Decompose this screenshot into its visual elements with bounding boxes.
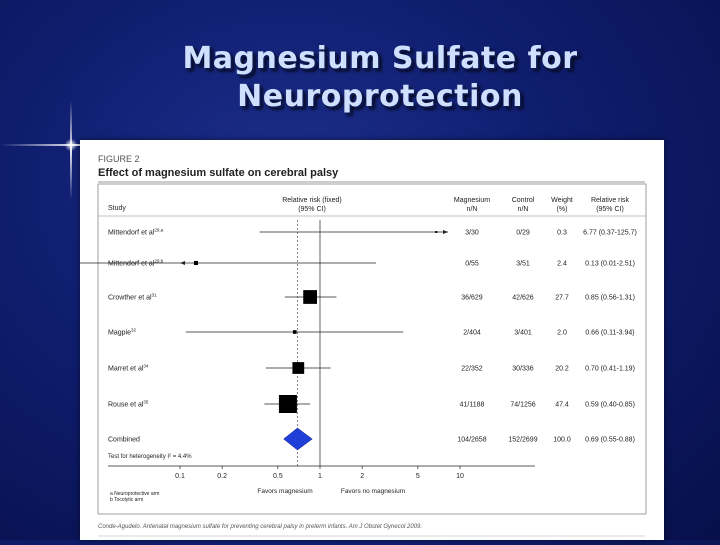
header-weight-line-1: Weight	[551, 197, 573, 204]
x-tick-label: 0.5	[272, 473, 283, 480]
figure-title: Effect of magnesium sulfate on cerebral palsy	[98, 167, 339, 179]
weight-value: 0.3	[557, 229, 567, 237]
header-magnesium-line-2: n/N	[466, 206, 478, 213]
study-name: Mittendorf et al$^{29,a}$	[108, 227, 164, 237]
slide-title-line-2: Neuroprotection	[237, 79, 523, 114]
weight-value: 27.7	[555, 294, 569, 302]
x-tick-label: 0.2	[217, 473, 228, 480]
slide-title-line-1: Magnesium Sulfate for	[182, 41, 578, 76]
heterogeneity-text: Test for heterogeneity I² = 4.4%	[108, 454, 192, 460]
ci-arrow	[443, 230, 448, 234]
combined-magnesium: 104/2658	[457, 436, 487, 444]
header-ci-line-2: (95% CI)	[596, 206, 624, 213]
control-value: 0/29	[516, 229, 530, 237]
combined-diamond	[284, 428, 313, 450]
control-value: 30/336	[512, 365, 534, 373]
magnesium-value: 3/30	[465, 229, 479, 237]
header-rr-line-2: (95% CI)	[298, 206, 326, 213]
control-value: 3/401	[514, 329, 532, 337]
magnesium-value: 2/404	[463, 329, 481, 337]
header-study: Study	[108, 205, 126, 212]
magnesium-value: 22/352	[461, 365, 483, 373]
control-value: 3/51	[516, 260, 530, 268]
magnesium-value: 41/1188	[459, 401, 485, 409]
point-estimate-marker	[292, 362, 304, 374]
study-name: Mittendorf et al$^{29,b}$	[108, 258, 164, 268]
point-estimate-marker	[435, 231, 437, 233]
point-estimate-marker	[194, 261, 198, 265]
header-ci-line-1: Relative risk	[590, 197, 630, 204]
weight-value: 2.0	[557, 329, 567, 337]
control-value: 74/1256	[510, 401, 536, 409]
x-tick-label: 2	[360, 473, 365, 480]
magnesium-value: 0/55	[465, 260, 479, 268]
favors-right-label: Favors no magnesium	[340, 488, 406, 495]
ci-value: 0.70 (0.41-1.19)	[585, 365, 635, 373]
point-estimate-marker	[279, 395, 297, 413]
weight-value: 20.2	[555, 365, 569, 373]
header-rr-line-1: Relative risk (fixed)	[282, 197, 342, 204]
slide-title	[180, 40, 580, 116]
forest-plot	[80, 140, 664, 540]
favors-left-label: Favors magnesium	[257, 488, 313, 495]
header-control-line-2: n/N	[517, 206, 529, 213]
x-tick-label: 10	[456, 473, 464, 480]
study-name: Magpie$^{32}$	[108, 327, 136, 337]
header-magnesium-line-1: Magnesium	[453, 197, 491, 204]
x-tick-label: 1	[318, 473, 322, 480]
plot-area	[80, 220, 637, 480]
header-control-line-1: Control	[511, 197, 535, 204]
x-tick-label: 0.1	[175, 473, 185, 480]
figure-label: FIGURE 2	[98, 154, 140, 164]
combined-ci: 0.69 (0.55-0.88)	[585, 436, 635, 444]
weight-value: 2.4	[557, 260, 567, 268]
x-tick-label: 5	[415, 473, 420, 480]
ci-value: 0.13 (0.01-2.51)	[585, 260, 635, 268]
ci-value: 0.66 (0.11-3.94)	[585, 329, 635, 337]
sparkle-center	[64, 139, 78, 151]
study-name: Crowther et $al^{31}$	[108, 292, 157, 302]
study-name: Marret et $al^{34}$	[108, 363, 149, 373]
ci-value: 0.59 (0.40-0.85)	[585, 401, 635, 409]
ci-value: 0.85 (0.56-1.31)	[585, 294, 635, 302]
combined-control: 152/2699	[508, 436, 538, 444]
combined-weight: 100.0	[553, 436, 571, 444]
magnesium-value: 36/629	[461, 294, 483, 302]
control-value: 42/626	[512, 294, 534, 302]
point-estimate-marker	[303, 290, 317, 304]
study-name: Rouse et $al^{35}$	[108, 399, 149, 409]
figure-caption: Conde-Agudelo. Antenatal magnesium sulfate for preventing cerebral palsy in preterm infants. Am J Obstet Gynecol 2009.	[98, 524, 423, 530]
header-weight-line-2: (%)	[556, 206, 568, 213]
weight-value: 47.4	[555, 401, 569, 409]
ci-arrow-left	[180, 261, 185, 265]
figure-panel	[80, 140, 664, 540]
point-estimate-marker	[293, 330, 297, 334]
footnote-a: a Neuroprotective arm	[110, 491, 160, 497]
footnote-b: b Tocolytic arm	[110, 497, 144, 503]
combined-label: Combined	[108, 436, 140, 444]
ci-value: 6.77 (0.37-125.7)	[583, 229, 637, 237]
